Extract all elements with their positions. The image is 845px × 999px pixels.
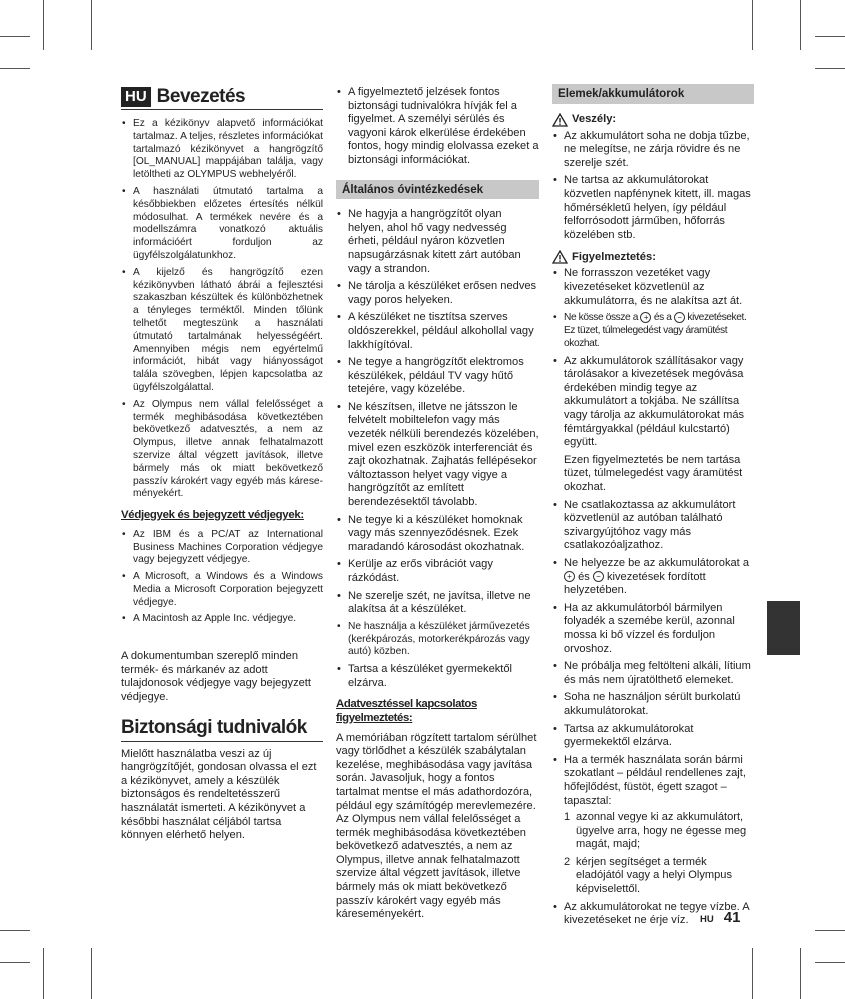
general-precautions-list — [336, 208, 539, 690]
list-item: • A használati útmutató tartalma a későbbiekben előzetes értesítés nélkül módosulhat. A termékek nevére és a modellszámra vonatkozó aktuális információért forduljon az ügyfélszolgálatunkhoz. — [121, 186, 323, 263]
list-item: • Ez a kézikönyv alapvető információkat tartalmaz. A teljes, részletes információkat tartalmazó kézikönyvet a hangrögzítő [OL_MANUAL] mappájában találja, vagy letöltheti az OLYMPUS webhelyéről. — [121, 118, 323, 182]
general-precautions-heading: Általános óvintézkedések — [336, 180, 539, 200]
list-item: • A Macintosh az Apple Inc. védjegye. — [121, 613, 323, 626]
text-fragment: Ha a termék használata során bármi szokatlant – például rendellenes zajt, hőfejlődést, füstöt, égett szagot – tapasztal: — [564, 753, 746, 807]
list-item: • Kerülje az erős vibrációt vagy rázkódást. — [336, 558, 539, 585]
list-item — [552, 557, 754, 598]
crop-mark — [0, 930, 30, 931]
column-right — [552, 84, 754, 932]
list-item: • Ne forrasszon vezetéket vagy kivezetéseket közvetlenül az akkumulátorra, és ne alakítsa azt át. — [552, 267, 754, 308]
page-title-row — [121, 86, 323, 110]
trademark-list — [121, 529, 323, 627]
column-middle — [336, 86, 539, 922]
text-fragment: és — [578, 570, 590, 583]
list-item: • Ne készítsen, illetve ne játsszon le felvételt mobiltelefon vagy más vezeték nélküli berendezés közelében, mivel ezen eszközök interferenciát és zajt okozhatnak. Zajhatás fellépésekor változtasson helyet vagy vigye a hangrögzítőt az említett berendezésektől távolabb. — [336, 401, 539, 510]
text-fragment: Az akkumulátorok szállításakor vagy tárolásakor a kivezetések megóvása érdekében mindig tegye az akkumulátort a tokjába. Ne szállítsa vagy tárolja az akkumulátorokat más fémtárgyakkal (például kulcstartó) együtt. — [564, 354, 745, 449]
warning-list — [552, 267, 754, 928]
crop-mark — [800, 0, 801, 50]
list-item: • Az Olympus nem vállal felelősséget a termék meghibásodása következtében bekövetkező adatvesztés, a nem az Olympus, illetve annak felhatalmazott szervize által végzett javítások, illetve bármely más ok miatt bekövetkező passzív károkért vagy egyéb más káreseményekért. — [121, 399, 323, 501]
text-fragment: kivezetéseket. Ez tüzet, túlmelegedést vagy áramütést okozhat. — [564, 312, 747, 349]
data-loss-text: A memóriában rögzített tartalom sérülhet vagy törlődhet a készülék szabálytalan kezelése, meghibásodása vagy javítása során. Javasoljuk, hogy a fontos tartalmat mentse el más adathordozóra, például egy számítógép merevlemezére. — [336, 731, 537, 812]
list-item: • A készüléket ne tisztítsa szerves oldószerekkel, például alkohollal vagy lakkhígítóval. — [336, 311, 539, 352]
intro-list — [121, 118, 323, 501]
list-item: • Az IBM és a PC/AT az International Business Machines Corporation védjegye vagy bejegyzett védjegye. — [121, 529, 323, 567]
step-text: azonnal vegye ki az akkumulátort, ügyelve arra, hogy ne égesse meg magát, majd; — [576, 811, 747, 851]
step-text: kérjen segítséget a termék eladójától vagy a helyi Olympus képviselettől. — [576, 855, 733, 896]
list-item: • Soha ne használjon sérült burkolatú akkumulátorokat. — [552, 691, 754, 718]
minus-terminal-icon: − — [593, 571, 604, 582]
trademarks-heading: Védjegyek és bejegyzett védjegyek: — [121, 509, 304, 522]
top-list — [336, 86, 539, 168]
list-item — [552, 355, 754, 495]
list-item: • Ne szerelje szét, ne javítsa, illetve ne alakítsa át a készüléket. — [336, 590, 539, 617]
list-item: • Ha az akkumulátorból bármilyen folyadék a szemébe kerül, azonnal mossa ki bő vízzel és forduljon orvoshoz. — [552, 602, 754, 656]
crop-mark — [752, 0, 753, 50]
footer-language: HU — [700, 914, 714, 925]
page-footer — [700, 909, 740, 926]
text-fragment: kivezetések fordított helyzetében. — [564, 570, 706, 597]
column-left — [121, 86, 323, 843]
crop-mark — [752, 948, 753, 999]
crop-mark — [800, 948, 801, 999]
safety-text: Mielőtt használatba veszi az új hangrögzítőjét, gondosan olvassa el ezt a kézikönyvet, amely a készülék biztonságos és rendeltetésszerű használatát ismerteti. A kézikönyvet a későbbi használat céljából tartsa könnyen elérhető helyen. — [121, 747, 317, 842]
trademark-note: A dokumentumban szereplő minden termék- és márkanév az adott tulajdonosok védjegye vagy bejegyzett védjegye. — [121, 650, 311, 704]
crop-mark — [815, 930, 845, 931]
plus-terminal-icon: + — [640, 312, 651, 323]
warning-label — [552, 250, 754, 264]
danger-label-text: Veszély: — [572, 112, 617, 125]
text-fragment: Ne helyezze be az akkumulátorokat a — [564, 557, 749, 570]
list-item: • Ne használja a készüléket járművezetés (kerékpározás, motorkerékpározás vagy autó) közben. — [336, 621, 539, 659]
step-number: 1 — [564, 811, 571, 824]
text-fragment: és a — [653, 312, 672, 324]
battery-heading: Elemek/akkumulátorok — [552, 84, 754, 104]
crop-mark — [43, 948, 44, 999]
numbered-step — [564, 856, 754, 897]
danger-label — [552, 113, 754, 127]
crop-mark — [0, 962, 30, 963]
list-item — [552, 312, 754, 351]
crop-mark — [91, 948, 92, 999]
danger-list — [552, 130, 754, 243]
list-item: • Ne tárolja a készüléket erősen nedves vagy poros helyeken. — [336, 280, 539, 307]
data-loss-text: Az Olympus nem vállal felelősséget a termék meghibásodása következtében bekövetkező adatvesztés, a nem az Olympus, illetve annak felhatalmazott szervize által végzett javítások, illetve bármely más ok miatt bekövetkező passzív károkért vagy egyéb más káreseményekért. — [336, 813, 526, 921]
warning-label-text: Figyelmeztetés: — [572, 250, 656, 263]
warning-triangle-icon — [552, 250, 568, 264]
crop-mark — [815, 68, 845, 69]
crop-mark — [91, 0, 92, 50]
safety-title: Biztonsági tudnivalók — [121, 717, 323, 742]
list-item: • Az akkumulátort soha ne dobja tűzbe, ne melegítse, ne zárja rövidre és ne szerelje szét. — [552, 130, 754, 171]
step-number: 2 — [564, 855, 571, 868]
list-item: • A kijelző és hangrögzítő ezen kézikönyvben látható ábrái a fejlesztési szakaszban készültek és különbözhetnek a tényleges terméktől. Minden tőlünk telhetőt megteszünk a használati útmutató tartalmának helyességéért. Amennyiben mégis nem egyértelmű információt, hibát vagy hiányosságot talála szövegben, lépjen kapcsolatba az ügyfélszolgálattal. — [121, 267, 323, 395]
language-badge: HU — [121, 87, 151, 107]
page-title: Bevezetés — [156, 86, 246, 107]
minus-terminal-icon: − — [674, 312, 685, 323]
plus-terminal-icon: + — [564, 571, 575, 582]
list-item: • Tartsa a készüléket gyermekektől elzárva. — [336, 663, 539, 690]
crop-mark — [815, 962, 845, 963]
list-item: • Az akkumulátorokat ne tegye vízbe. A kivezetéseket ne érje víz. — [552, 901, 754, 928]
crop-mark — [43, 0, 44, 50]
list-item: • Ne tegye ki a készüléket homoknak vagy más szennyeződésnek. Ezek maradandó károsodást okozhatnak. — [336, 514, 539, 555]
numbered-step — [564, 811, 754, 852]
list-item: • Ne csatlakoztassa az akkumulátort közvetlenül az autóban található szivargyújtóhoz vagy más csatlakozóaljzathoz. — [552, 499, 754, 553]
crop-mark — [0, 36, 30, 37]
list-item: • A figyelmeztető jelzések fontos biztonsági tudnivalókra hívják fel a figyelmet. A személyi sérülés és vagyoni károk elkerülése érdekében fontos, hogy mindig elolvassa ezeket a biztonsági információkat. — [336, 86, 539, 168]
text-fragment: Ne kösse össze a — [564, 312, 639, 324]
chapter-tab — [767, 601, 800, 655]
text-fragment: Ezen figyelmeztetés be nem tartása tüzet, túlmelegedést vagy áramütést okozhat. — [564, 453, 743, 494]
crop-mark — [815, 36, 845, 37]
list-item — [552, 754, 754, 897]
list-item: • Tartsa az akkumulátorokat gyermekektől elzárva. — [552, 723, 754, 750]
data-loss-heading: Adatvesztéssel kapcsolatos figyelmeztetés: — [336, 698, 477, 724]
warning-triangle-icon — [552, 113, 568, 127]
page-number: 41 — [723, 909, 741, 926]
list-item: • A Microsoft, a Windows és a Windows Media a Microsoft Corporation bejegyzett védjegye. — [121, 571, 323, 609]
list-item: • Ne tartsa az akkumulátorokat közvetlen napfénynek kitett, ill. magas hőmérsékletű helyen, így például felforrósodott járműben, hőforrás közelében stb. — [552, 174, 754, 242]
list-item: • Ne tegye a hangrögzítőt elektromos készülékek, például TV vagy hűtő tetejére, vagy közelébe. — [336, 356, 539, 397]
list-item: • Ne próbálja meg feltölteni alkáli, lítium és más nem újratölthető elemeket. — [552, 660, 754, 687]
list-item: • Ne hagyja a hangrögzítőt olyan helyen, ahol hő vagy nedvesség érheti, például nyáron közvetlen napsugárzásnak kitett zárt autóban vagy a strandon. — [336, 208, 539, 276]
crop-mark — [0, 68, 30, 69]
